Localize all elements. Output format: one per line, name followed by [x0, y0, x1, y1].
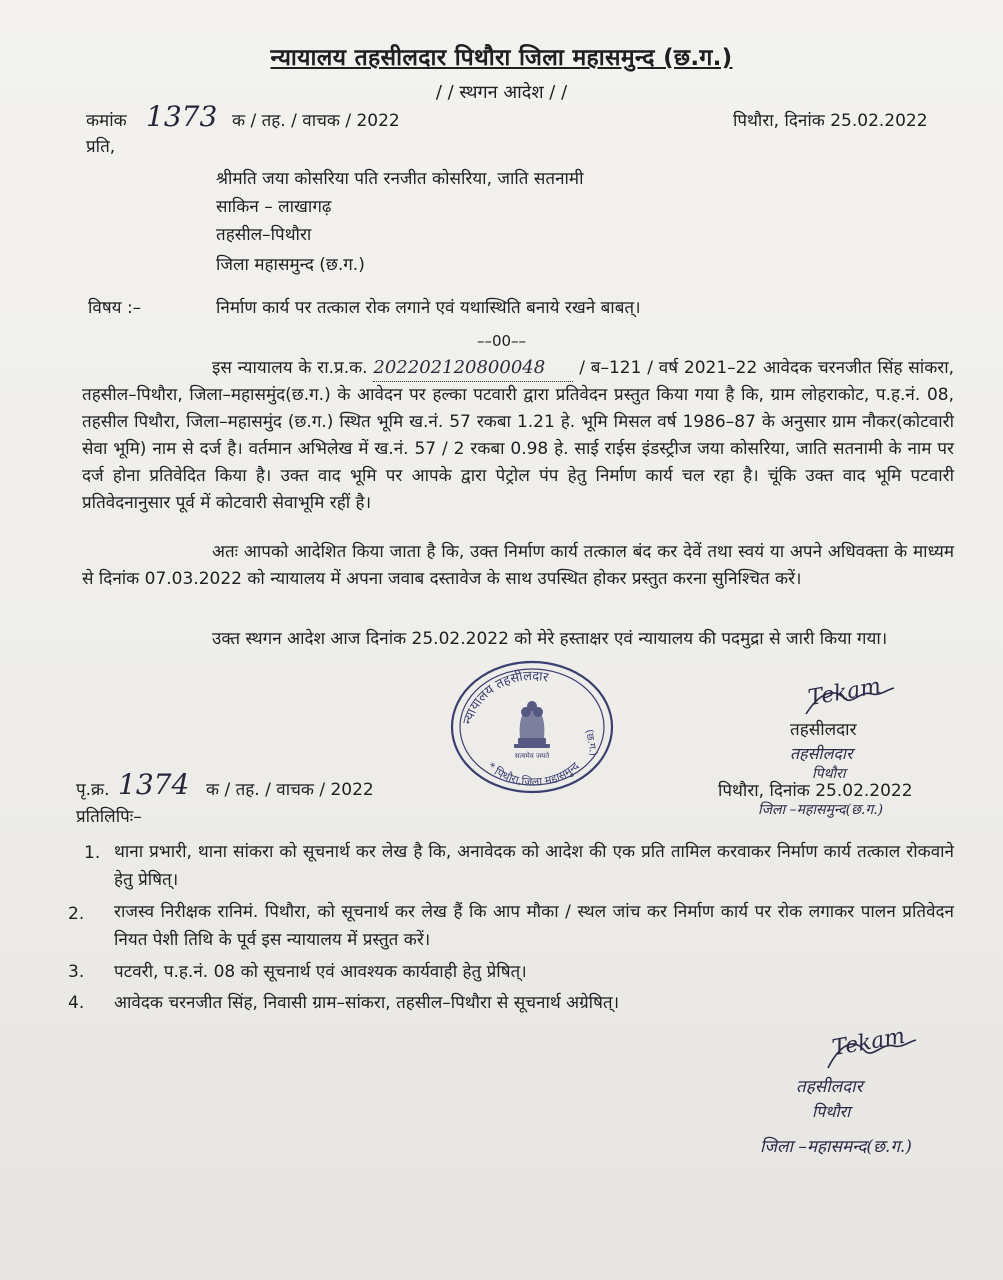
- case-suffix: / ब–121 / वर्ष 2021–22: [579, 358, 758, 378]
- seal-top-text: न्यायालय तहसीलदार: [460, 668, 550, 727]
- signature-1-district: जिला –महासमुन्द(छ.ग.): [758, 802, 884, 818]
- section-divider: ––00––: [476, 332, 527, 350]
- addressee-line-3: तहसील–पिथौरा: [216, 225, 312, 245]
- addressee-line-1: श्रीमति जया कोसरिया पति रनजीत कोसरिया, जाति सतनामी: [216, 169, 584, 189]
- seal-emblem-icon: [448, 658, 616, 796]
- addressee-line-2: साकिन – लाखागढ़: [216, 197, 332, 217]
- signature-1-place-date: पिथौरा, दिनांक 25.02.2022: [718, 781, 913, 801]
- copy-ref-label: पृ.क्र.: [76, 780, 110, 800]
- signature-2-line-2: पिथौरा: [812, 1102, 851, 1121]
- seal-right-text: (छ.ग.): [583, 728, 599, 757]
- addressee-line-4: जिला महासमुन्द (छ.ग.): [216, 255, 365, 275]
- copy-ref-number-handwritten: 1374: [118, 768, 190, 801]
- signature-1-stroke-icon: [800, 684, 900, 720]
- copy-item-3-text: पटवरी, प.ह.नं. 08 को सूचनार्थ एवं आवश्यक कार्यवाही हेतु प्रेषित्।: [114, 962, 527, 982]
- to-label: प्रति,: [86, 137, 116, 157]
- order-subtitle: / / स्थगन आदेश / /: [435, 82, 568, 103]
- copy-heading: प्रतिलिपिः–: [76, 807, 142, 827]
- copy-item-1-text: थाना प्रभारी, थाना सांकरा को सूचनार्थ कर लेख है कि, अनावेदक को आदेश की एक प्रति तामिल करवाकर निर्माण कार्य तत्काल रोकवाने हेतु प्रेषित्।: [114, 842, 954, 890]
- signature-2-scribble: Tekam: [830, 1023, 907, 1062]
- subject-text: निर्माण कार्य पर तत्काल रोक लगाने एवं यथास्थिति बनाये रखने बाबत्।: [216, 298, 641, 318]
- paragraph-2-text: अतः आपको आदेशित किया जाता है कि, उक्त निर्माण कार्य तत्काल बंद कर देवें तथा स्वयं या अपने अधिवक्ता के माध्यम से दिनांक 07.03.2022 को न्यायालय में अपना जवाब दस्तावेज के साथ उपस्थित होकर प्रस्तुत करना सुनिश्चित करें।: [82, 542, 954, 589]
- ref-place-date: पिथौरा, दिनांक 25.02.2022: [733, 111, 928, 131]
- signature-2-line-1: तहसीलदार: [796, 1077, 863, 1097]
- court-seal: [448, 658, 616, 796]
- copy-item-2-number: 2.: [68, 904, 85, 924]
- copy-item-1-number: 1.: [84, 843, 101, 863]
- signature-1-stamp-line-2: पिथौरा: [812, 766, 846, 782]
- body-paragraph-3: [82, 626, 954, 653]
- paragraph-1-text: आवेदक चरनजीत सिंह सांकरा, तहसील–पिथौरा, जिला–महासमुंद(छ.ग.) के आवेदन पर हल्का पटवारी द्वारा प्रतिवेदन प्रस्तुत किया गया है कि, ग्राम लोहराकोट, प.ह.नं. 08, तहसील पिथौरा, जिला–महासमुंद (छ.ग.) स्थित भूमि ख.नं. 57 रकबा 1.21 हे. भूमि मिसल वर्ष 1986–87 के अनुसार ग्राम नौकर(कोटवारी सेवा भूमि) नाम से दर्ज है। वर्तमान अभिलेख में ख.नं. 57 / 2 रकबा 0.98 हे. साई राईस इंडस्ट्रीज जया कोसरिया, जाति सतनामी के नाम पर दर्ज होना प्रतिवेदित किया है। उक्त वाद भूमि पर आपके द्वारा पेट्रोल पंप हेतु निर्माण कार्य चल रहा है। चूंकि उक्त वाद भूमि पटवारी प्रतिवेदनानुसार पूर्व में कोटवारी सेवाभूमि रहीं है।: [82, 358, 955, 513]
- case-number-handwritten: 202202120800048: [373, 354, 573, 382]
- ref-number-handwritten: 1373: [146, 100, 218, 133]
- signature-1-designation: तहसीलदार: [790, 720, 857, 740]
- seal-bottom-text: * पिथौरा,जिला महासमुन्द: [484, 759, 582, 789]
- copy-item-4-number: 4.: [68, 993, 85, 1013]
- copy-item-3-number: 3.: [68, 962, 85, 982]
- body-paragraph-1: [82, 354, 954, 517]
- case-prefix: इस न्यायालय के रा.प्र.क.: [212, 358, 368, 378]
- body-paragraph-2: [82, 539, 954, 593]
- signature-1-scribble: Tekam: [806, 673, 883, 712]
- ref-suffix: क / तह. / वाचक / 2022: [232, 111, 400, 131]
- paragraph-3-text: उक्त स्थगन आदेश आज दिनांक 25.02.2022 को मेरे हस्ताक्षर एवं न्यायालय की पदमुद्रा से जारी किया गया।: [212, 629, 888, 649]
- seal-emblem-caption: सत्यमेव जयते: [514, 752, 550, 760]
- ref-label: कमांक: [86, 111, 127, 131]
- subject-label: विषय :–: [88, 298, 142, 318]
- page-title: न्यायालय तहसीलदार पिथौरा जिला महासमुन्द (छ.ग.): [270, 45, 733, 71]
- svg-text:* पिथौरा,जिला महासमुन्द: [485, 760, 582, 789]
- signature-1-stamp-line-1: तहसीलदार: [790, 744, 853, 763]
- copy-ref-suffix: क / तह. / वाचक / 2022: [206, 780, 374, 800]
- signature-2-district: जिला –महासमन्द(छ.ग.): [760, 1137, 912, 1157]
- copy-item-4-text: आवेदक चरनजीत सिंह, निवासी ग्राम–सांकरा, तहसील–पिथौरा से सूचनार्थ अग्रेषित्।: [114, 993, 620, 1013]
- copy-item-2-text: राजस्व निरीक्षक रानिमं. पिथौरा, को सूचनार्थ कर लेख हैं कि आप मौका / स्थल जांच कर निर्माण कार्य पर रोक लगाकर पालन प्रतिवेदन नियत पेशी तिथि के पूर्व इस न्यायालय में प्रस्तुत करें।: [114, 902, 954, 950]
- signature-2-stroke-icon: [822, 1034, 922, 1074]
